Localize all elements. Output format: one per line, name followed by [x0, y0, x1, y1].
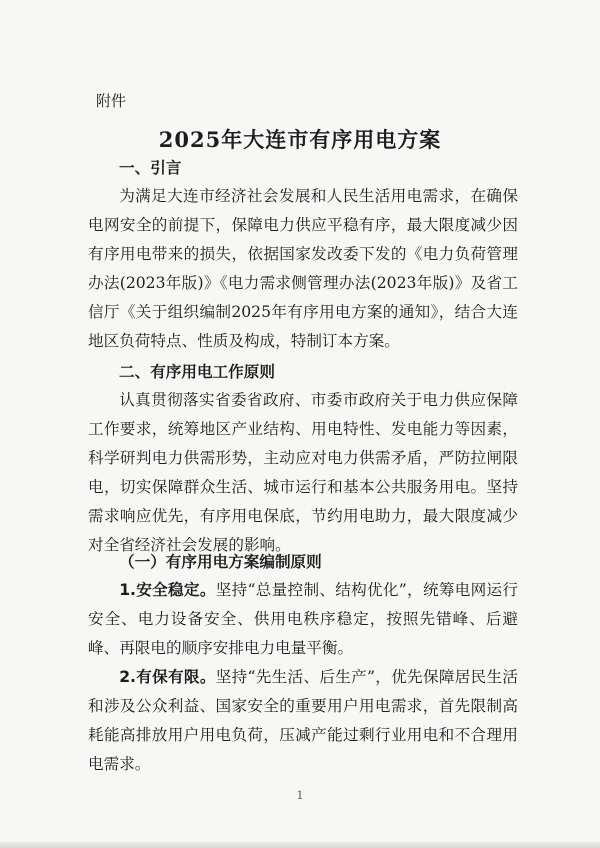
section-2-paragraph: 认真贯彻落实省委省政府、市委市政府关于电力供应保障工作要求，统筹地区产业结构、用电特性、发电能力等因素，科学研判电力供需形势，主动应对电力供需矛盾，严防拉闸限电，切实保障群众生活、城市运行和基本公共服务用电。坚持需求响应优先，有序用电保底，节约用电助力，最大限度减少对全省经济社会发展的影响。: [88, 391, 518, 554]
document-title: 2025年大连市有序用电方案: [158, 127, 442, 152]
section-1-heading: 一、引言: [119, 159, 182, 177]
item-1-text: 坚持“总量控制、结构优化”，统筹电网运行安全、电力设备安全、供用电秩序稳定，按照先错峰、后避峰、再限电的顺序安排电力电量平衡。: [88, 581, 518, 657]
item-1-paragraph: [88, 576, 518, 663]
section-2-heading: 二、有序用电工作原则: [119, 363, 275, 381]
page-number: 1: [296, 789, 304, 802]
section-introduction: [88, 154, 518, 356]
subsection-principles: [88, 548, 518, 779]
section-principles: [88, 358, 518, 560]
item-2-label: 2.有保有限。: [119, 668, 216, 686]
subsection-1-heading: （一）有序用电方案编制原则: [119, 553, 322, 571]
item-2-text: 坚持“先生活、后生产”，优先保障居民生活和涉及公众利益、国家安全的重要用户用电需求，首先限制高耗能高排放用户用电负荷，压减产能过剩行业用电和不合理用电需求。: [88, 668, 518, 773]
section-1-paragraph: 为满足大连市经济社会发展和人民生活用电需求，在确保电网安全的前提下，保障电力供应平稳有序，最大限度减少因有序用电带来的损失，依据国家发改委下发的《电力负荷管理办法(2023年版)》《电力需求侧管理办法(2023年版)》及省工信厅《关于组织编制2025年有序用电方案的通知》，结合大连地区负荷特点、性质及构成，特制订本方案。: [88, 187, 518, 350]
attachment-label: 附件: [96, 92, 127, 110]
item-2-paragraph: [88, 663, 518, 779]
item-1-label: 1.安全稳定。: [119, 581, 216, 599]
page-edge: [0, 842, 600, 848]
